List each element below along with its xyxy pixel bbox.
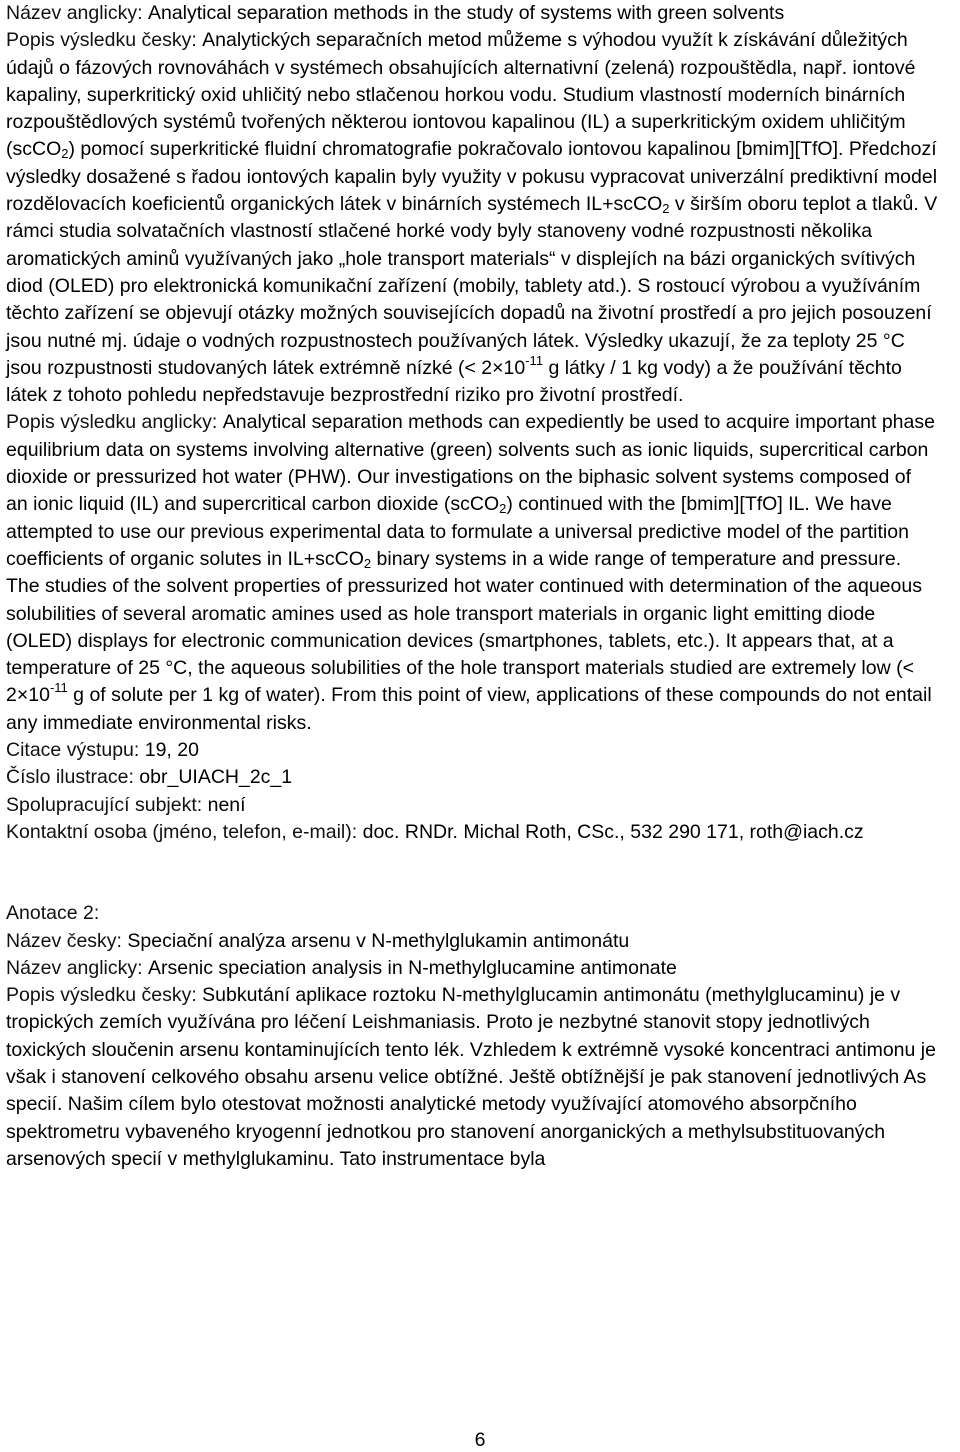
annotation-1-illustration	[6, 764, 938, 791]
superscript: -11	[525, 352, 544, 368]
field-label: Název anglicky:	[6, 956, 148, 979]
subscript: 2	[662, 201, 670, 217]
field-label: Kontaktní osoba (jméno, telefon, e-mail):	[6, 820, 363, 843]
field-value: g of solute per 1 kg of water). From this point of view, applications of these compounds do not entail any immediate environmental risks.	[6, 684, 932, 734]
page-number: 6	[474, 1429, 486, 1451]
annotation-1-description-cs	[6, 27, 938, 409]
annotation-1-name-en	[6, 0, 938, 27]
field-value: není	[207, 793, 246, 816]
annotation-1-partner	[6, 792, 938, 819]
field-label: Citace výstupu:	[6, 739, 145, 762]
field-label: Spolupracující subjekt:	[6, 793, 208, 816]
field-value: g látky / 1 kg vody) a že používání těchto látek z tohoto pohledu nepředstavuje bezprostřední riziko pro životní prostředí.	[6, 356, 902, 407]
field-value: doc. RNDr. Michal Roth, CSc., 532 290 171, roth@iach.cz	[362, 820, 864, 843]
annotation-2-heading: Anotace 2:	[6, 902, 100, 925]
annotation-1-citation	[6, 737, 938, 764]
annotation-1	[6, 0, 938, 846]
field-value: Analytical separation methods in the study of systems with green solvents	[147, 2, 785, 24]
field-label: Popis výsledku česky:	[6, 984, 203, 1007]
annotation-2	[6, 900, 938, 1173]
annotation-2-description-cs	[6, 982, 938, 1173]
superscript: -11	[49, 680, 68, 696]
annotation-1-contact	[6, 819, 938, 846]
annotation-2-name-cs	[6, 928, 938, 955]
field-label: Popis výsledku česky:	[6, 29, 203, 52]
field-value: Analytických separačních metod můžeme s výhodou využít k získávání důležitých údajů o fázových rovnováhách v systémech obsahujících alternativní (zelená) rozpouštědla, např. iontové kapaliny, superkritický oxid uhličitý nebo stlačenou horkou vodu. Studium vlastností moderních binárních rozpouštědlových systémů tvořených některou iontovou kapalinou (IL) a superkritickým oxidem uhličitým (scCO	[6, 29, 916, 161]
subscript: 2	[363, 555, 372, 571]
subscript: 2	[499, 501, 507, 517]
field-label: Číslo ilustrace:	[6, 766, 140, 789]
field-value: Subkutání aplikace roztoku N-methylglucamin antimonátu (methylglucaminu) je v tropických zemích využívána pro léčení Leishmaniasis. Proto je nezbytné stanovit stopy jednotlivých toxických sloučenin arsenu kontaminujících tento lék. Vzhledem k extrémně vysoké koncentraci antimonu je však i stanovení celkového obsahu arsenu velice obtížné. Ještě obtížnější je pak stanovení jednotlivých As specií. Našim cílem bylo otestovat možnosti analytické metody využívající atomového absorpčního spektrometru vybaveného kryogenní jednotkou pro stanovení anorganických a methylsubstituovaných arsenových specií v methylglukaminu. Tato instrumentace byla	[6, 984, 936, 1170]
field-value: Speciační analýza arsenu v N-methylglukamin antimonátu	[127, 929, 630, 952]
field-value: v širším oboru teplot a tlaků. V rámci studia solvatačních vlastností stlačené horké vody byly stanoveny vodné rozpustnosti několika aromatických aminů využívaných jako „hole transport materials“ v displejích na bázi organických svítivých diod (OLED) pro elektronická komunikační zařízení (mobily, tablety atd.). S rostoucí výrobou a využíváním těchto zařízení se objevují otázky možných souvisejících dopadů na životní prostředí a pro jejich posouzení jsou nutné mj. údaje o vodných rozpustnostech používaných látek. Výsledky ukazují, že za teploty 25 °C jsou rozpustnosti studovaných látek extrémně nízké (< 2×10	[6, 193, 938, 379]
field-value: 19, 20	[144, 739, 199, 762]
annotation-1-description-en	[6, 409, 938, 737]
field-label: Název anglicky:	[6, 2, 148, 24]
field-value: obr_UIACH_2c_1	[139, 766, 293, 789]
field-value: Analytical separation methods can expediently be used to acquire important phase equilibrium data on systems involving alternative (green) solvents such as ionic liquids, supercritical carbon dioxide or pressurized hot water (PHW). Our investigations on the biphasic solvent systems composed of an ionic liquid (IL) and supercritical carbon dioxide (scCO	[6, 411, 935, 516]
field-value: ) pomocí superkritické fluidní chromatografie pokračovalo iontovou kapalinou [bmim][TfO]. Předchozí výsledky dosažené s řadou iontových kapalin byly využity v pokusu vypracovat univerzální prediktivní model rozdělovacích koeficientů organických látek v binárních systémech IL+scCO	[6, 138, 938, 216]
field-label: Název česky:	[6, 929, 128, 952]
annotation-2-name-en	[6, 955, 938, 982]
field-label: Popis výsledku anglicky:	[6, 411, 223, 434]
subscript: 2	[61, 146, 69, 162]
field-value: binary systems in a wide range of temperature and pressure. The studies of the solvent properties of pressurized hot water continued with determination of the aqueous solubilities of several aromatic amines used as hole transport materials in organic light emitting diode (OLED) displays for electronic communication devices (smartphones, tablets, etc.). It appears that, at a temperature of 25 °C, the aqueous solubilities of the hole transport materials studied are extremely low (< 2×10	[6, 547, 922, 707]
field-value: Arsenic speciation analysis in N-methylglucamine antimonate	[147, 956, 677, 979]
section-gap	[6, 846, 938, 900]
field-value: ) continued with the [bmim][TfO] IL. We have attempted to use our previous experimental data to formulate a universal predictive model of the partition coefficients of organic solutes in IL+scCO	[6, 493, 909, 570]
